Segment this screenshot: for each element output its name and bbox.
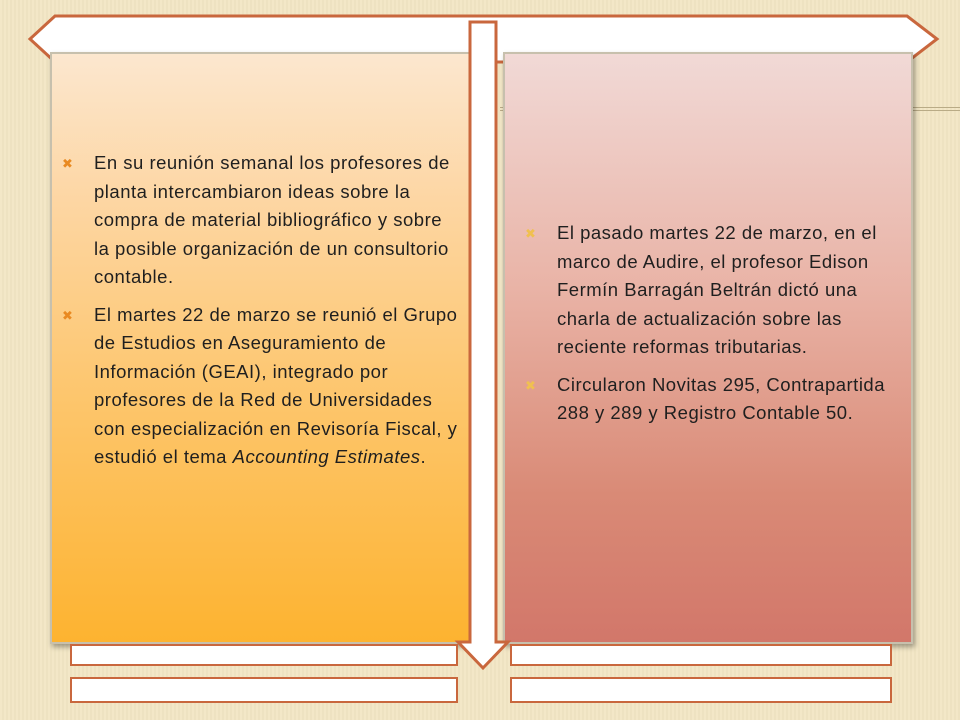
bullet-text-italic: Accounting Estimates bbox=[232, 446, 421, 467]
x-bullet-icon: ✖ bbox=[62, 156, 74, 171]
bullet-text-end: . bbox=[420, 446, 427, 467]
x-bullet-icon: ✖ bbox=[525, 226, 537, 241]
bullet-text: El martes 22 de marzo se reunió el Grupo de Estudios en Aseguramiento de Información (GEAI), integrado por profesores de la Red de Universidades con especialización en Revisoría Fiscal, y estudió el tema bbox=[94, 303, 458, 467]
bullet-text: El pasado martes 22 de marzo, en el marco de Audire, el profesor Edison Fermín Barragán Beltrán dictó una charla de actualización sobre las reciente reformas tributarias. bbox=[557, 222, 877, 357]
bullet-text: Circularon Novitas 295, Contrapartida 288 y 289 y Registro Contable 50. bbox=[557, 373, 886, 423]
bullet-text: En su reunión semanal los profesores de planta intercambiaron ideas sobre la compra de material bibliográfico y sobre la posible organización de un consultorio contable. bbox=[94, 152, 450, 287]
x-bullet-icon: ✖ bbox=[525, 377, 537, 393]
x-bullet-icon: ✖ bbox=[62, 307, 74, 323]
